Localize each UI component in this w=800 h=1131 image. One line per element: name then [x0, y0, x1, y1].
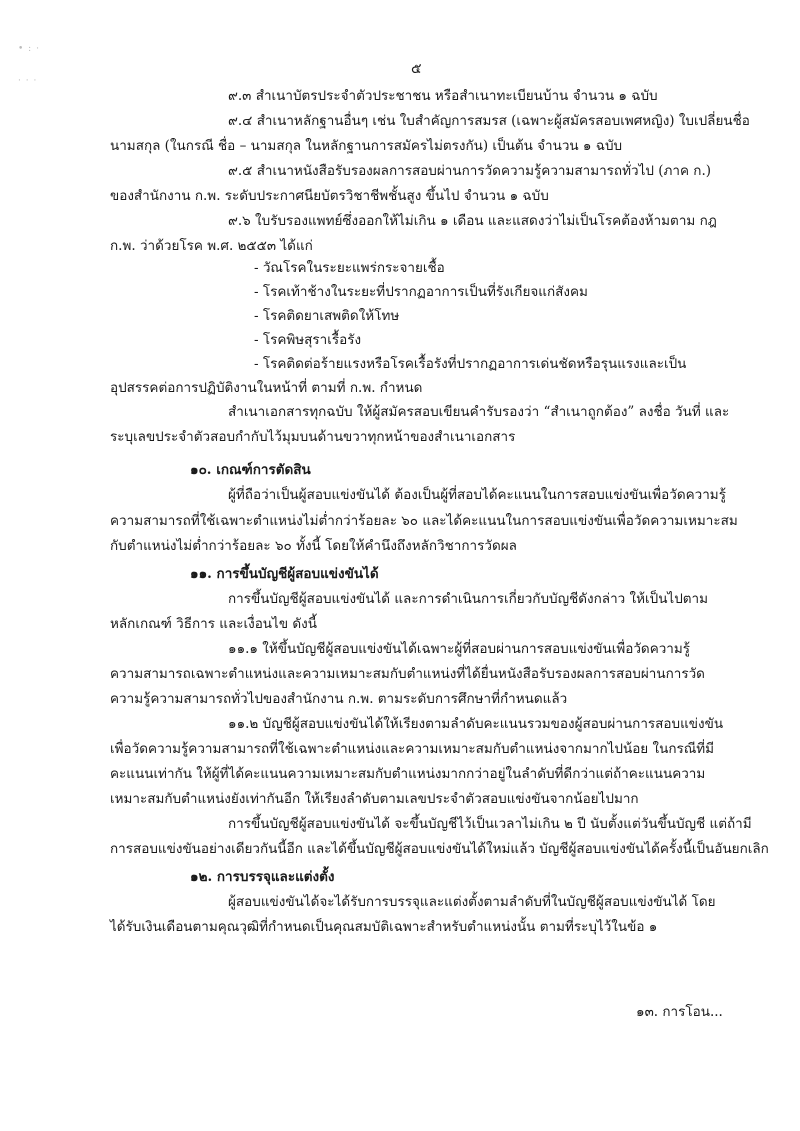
text-line: ของสำนักงาน ก.พ. ระดับประกาศนียบัตรวิชาชีพชั้นสูง ขึ้นไป จำนวน ๑ ฉบับ: [110, 188, 549, 204]
text-line: ความสามารถที่ใช้เฉพาะตำแหน่งไม่ต่ำกว่าร้อยละ ๖๐ และได้คะแนนในการสอบแข่งขันเพื่อวัดความเหมาะสม: [110, 513, 738, 529]
scan-mark: • : ·: [18, 44, 40, 54]
text-line: ๑๑.๒ บัญชีผู้สอบแข่งขันได้ให้เรียงตามลำดับคะแนนรวมของผู้สอบผ่านการสอบแข่งขัน: [228, 716, 724, 732]
section-heading: ๑๐. เกณฑ์การตัดสิน: [190, 462, 311, 478]
list-item: - โรคติดยาเสพติดให้โทษ: [254, 308, 400, 324]
text-line: การสอบแข่งขันอย่างเดียวกันนี้อีก และได้ขึ้นบัญชีผู้สอบแข่งขันได้ใหม่แล้ว บัญชีผู้สอบแข่งขันได้ครั้งนี้เป็นอันยกเลิก: [110, 841, 769, 857]
text-line: ความรู้ความสามารถทั่วไปของสำนักงาน ก.พ. ตามระดับการศึกษาที่กำหนดแล้ว: [110, 691, 568, 707]
text-line: เหมาะสมกับตำแหน่งยังเท่ากันอีก ให้เรียงลำดับตามเลขประจำตัวสอบแข่งขันจากน้อยไปมาก: [110, 791, 639, 807]
section-heading: ๑๒. การบรรจุและแต่งตั้ง: [190, 869, 335, 885]
list-item: - โรคพิษสุราเรื้อรัง: [254, 332, 362, 348]
text-line: อุปสรรคต่อการปฏิบัติงานในหน้าที่ ตามที่ ก.พ. กำหนด: [110, 380, 423, 396]
text-line: ๑๑.๑ ให้ขึ้นบัญชีผู้สอบแข่งขันได้เฉพาะผู้ที่สอบผ่านการสอบแข่งขันเพื่อวัดความรู้: [228, 641, 691, 657]
text-line: การขึ้นบัญชีผู้สอบแข่งขันได้ จะขึ้นบัญชีไว้เป็นเวลาไม่เกิน ๒ ปี นับตั้งแต่วันขึ้นบัญชี แต่ถ้ามี: [228, 816, 752, 832]
list-item: - โรคติดต่อร้ายแรงหรือโรคเรื้อรังที่ปรากฏอาการเด่นชัดหรือรุนแรงและเป็น: [254, 356, 687, 372]
text-line: ผู้สอบแข่งขันได้จะได้รับการบรรจุและแต่งตั้งตามลำดับที่ในบัญชีผู้สอบแข่งขันได้ โดย: [228, 894, 716, 910]
text-line: คะแนนเท่ากัน ให้ผู้ที่ได้คะแนนความเหมาะสมกับตำแหน่งมากกว่าอยู่ในลำดับที่ดีกว่าแต่ถ้าคะแนนความ: [110, 766, 706, 782]
text-line: ๙.๕ สำเนาหนังสือรับรองผลการสอบผ่านการวัดความรู้ความสามารถทั่วไป (ภาค ก.): [228, 163, 712, 179]
text-line: กับตำแหน่งไม่ต่ำกว่าร้อยละ ๖๐ ทั้งนี้ โดยให้คำนึงถึงหลักวิชาการวัดผล: [110, 538, 517, 554]
text-line: ผู้ที่ถือว่าเป็นผู้สอบแข่งขันได้ ต้องเป็นผู้ที่สอบได้คะแนนในการสอบแข่งขันเพื่อวัดความรู้: [228, 487, 726, 503]
text-line: สำเนาเอกสารทุกฉบับ ให้ผู้สมัครสอบเขียนคำรับรองว่า “สำเนาถูกต้อง” ลงชื่อ วันที่ และ: [228, 404, 730, 420]
next-page-marker: ๑๓. การโอน...: [636, 1004, 723, 1020]
text-line: ก.พ. ว่าด้วยโรค พ.ศ. ๒๕๕๓ ได้แก่: [110, 238, 313, 254]
list-item: - วัณโรคในระยะแพร่กระจายเชื้อ: [254, 260, 445, 276]
text-line: ๙.๓ สำเนาบัตรประจำตัวประชาชน หรือสำเนาทะเบียนบ้าน จำนวน ๑ ฉบับ: [228, 88, 658, 104]
list-item: - โรคเท้าช้างในระยะที่ปรากฏอาการเป็นที่รังเกียจแก่สังคม: [254, 284, 588, 300]
text-line: ๙.๖ ใบรับรองแพทย์ซึ่งออกให้ไม่เกิน ๑ เดือน และแสดงว่าไม่เป็นโรคต้องห้ามตาม กฎ: [228, 213, 717, 229]
text-line: ความสามารถเฉพาะตำแหน่งและความเหมาะสมกับตำแหน่งที่ได้ยื่นหนังสือรับรองผลการสอบผ่านการวัด: [110, 666, 705, 682]
text-line: การขึ้นบัญชีผู้สอบแข่งขันได้ และการดำเนินการเกี่ยวกับบัญชีดังกล่าว ให้เป็นไปตาม: [228, 591, 709, 607]
text-line: ระบุเลขประจำตัวสอบกำกับไว้มุมบนด้านขวาทุกหน้าของสำเนาเอกสาร: [110, 429, 516, 445]
page-number: ๕: [411, 61, 422, 77]
text-line: เพื่อวัดความรู้ความสามารถที่ใช้เฉพาะตำแหน่งและความเหมาะสมกับตำแหน่งจากมากไปน้อย ในกรณีที่มี: [110, 741, 715, 757]
text-line: ได้รับเงินเดือนตามคุณวุฒิที่กำหนดเป็นคุณสมบัติเฉพาะสำหรับตำแหน่งนั้น ตามที่ระบุไว้ในข้อ ๑: [110, 919, 658, 935]
section-heading: ๑๑. การขึ้นบัญชีผู้สอบแข่งขันได้: [190, 566, 379, 582]
text-line: ๙.๔ สำเนาหลักฐานอื่นๆ เช่น ใบสำคัญการสมรส (เฉพาะผู้สมัครสอบเพศหญิง) ใบเปลี่ยนชื่อ: [228, 113, 750, 129]
scan-mark: · · ·: [18, 76, 38, 86]
text-line: นามสกุล (ในกรณี ชื่อ – นามสกุล ในหลักฐานการสมัครไม่ตรงกัน) เป็นต้น จำนวน ๑ ฉบับ: [110, 138, 623, 154]
text-line: หลักเกณฑ์ วิธีการ และเงื่อนไข ดังนี้: [110, 616, 317, 632]
